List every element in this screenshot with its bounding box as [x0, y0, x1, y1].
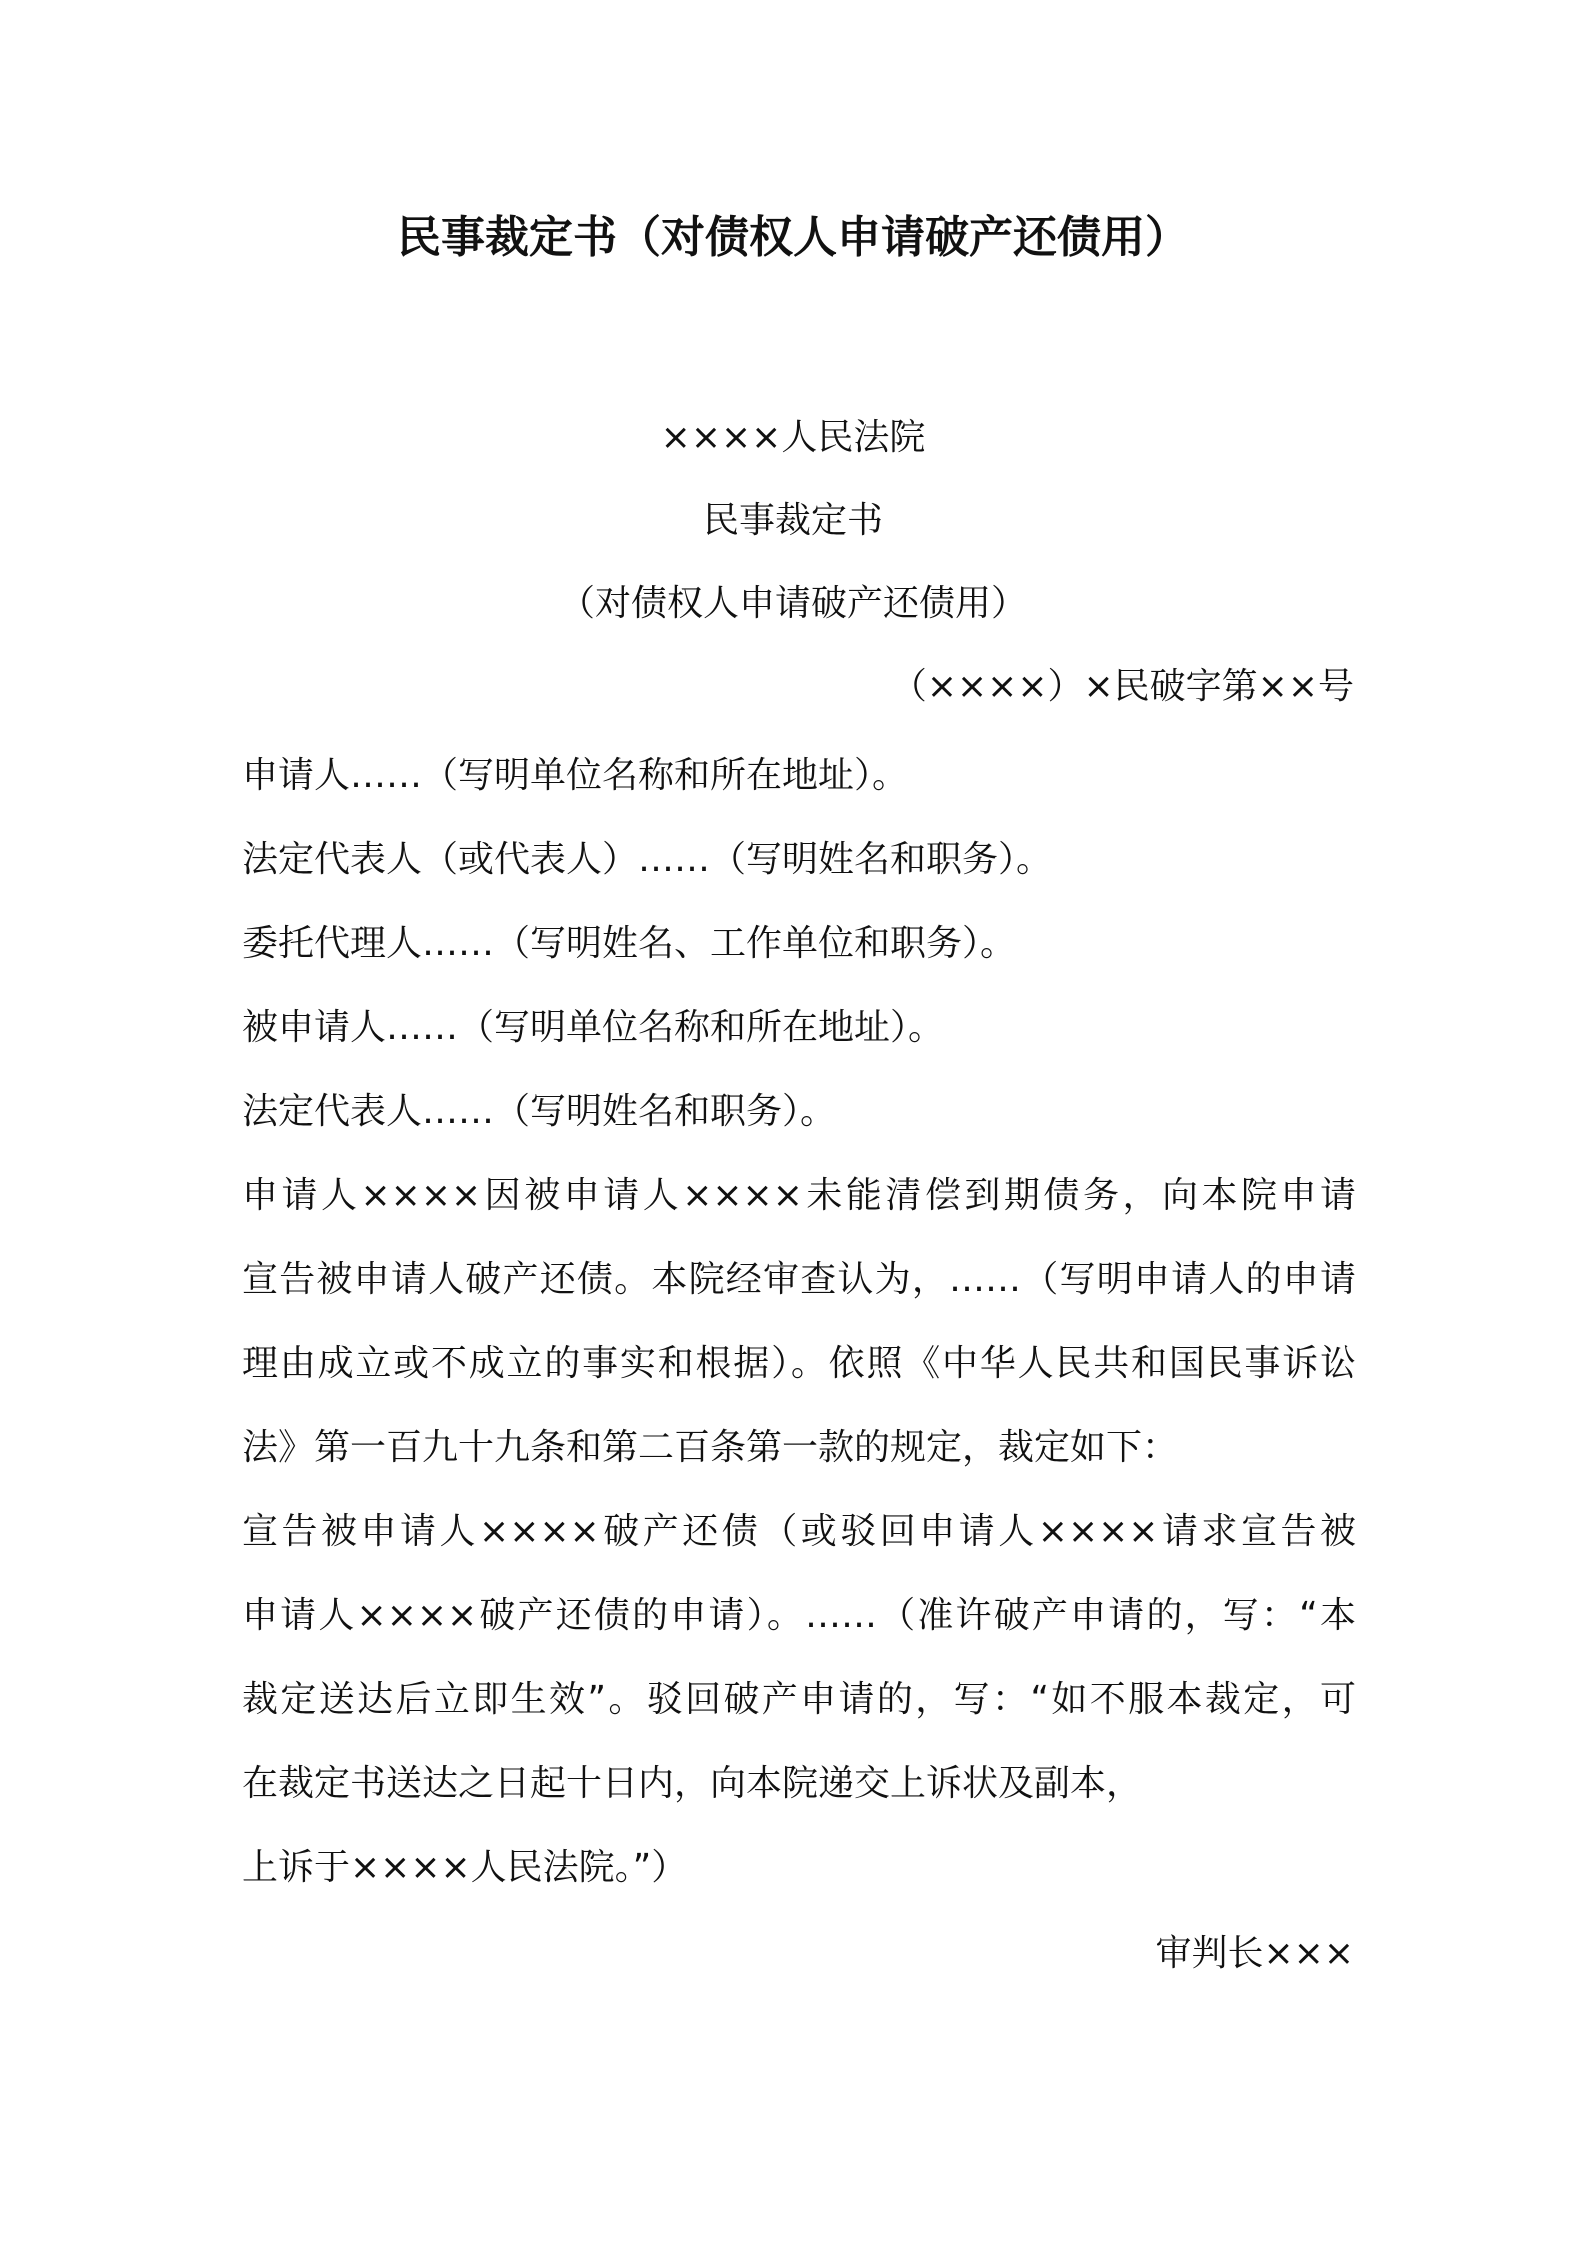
reasoning-line: 法》第一百九十九条和第二百条第一款的规定，裁定如下：: [242, 1427, 1179, 1468]
document-body: [242, 738, 1356, 1914]
party-authorized-agent: 委托代理人……（写明姓名、工作单位和职务）。: [242, 923, 1017, 964]
case-number: （××××）×民破字第××号: [890, 666, 1354, 707]
ruling-line: 宣告被申请人××××破产还债（或驳回申请人××××请求宣告被: [242, 1511, 1356, 1552]
document-title: 民事裁定书（对债权人申请破产还债用）: [397, 212, 1189, 263]
document-type: 民事裁定书: [702, 500, 883, 541]
ruling-line: 在裁定书送达之日起十日内，向本院递交上诉状及副本，: [242, 1763, 1143, 1804]
presiding-judge-signature: 审判长×××: [1155, 1933, 1354, 1974]
reasoning-line: 宣告被申请人破产还债。本院经审查认为，……（写明申请人的申请: [242, 1259, 1356, 1300]
ruling-line: 裁定送达后立即生效”。驳回破产申请的，写：“如不服本裁定，可: [242, 1679, 1356, 1720]
reasoning-line: 理由成立或不成立的事实和根据）。依照《中华人民共和国民事诉讼: [242, 1343, 1356, 1384]
party-respondent: 被申请人……（写明单位名称和所在地址）。: [242, 1007, 945, 1048]
party-applicant: 申请人……（写明单位名称和所在地址）。: [242, 755, 909, 796]
ruling-line: 申请人××××破产还债的申请）。……（准许破产申请的，写：“本: [242, 1595, 1356, 1636]
court-name: ××××人民法院: [660, 417, 926, 458]
party-applicant-representative: 法定代表人（或代表人）……（写明姓名和职务）。: [242, 839, 1053, 880]
party-respondent-representative: 法定代表人……（写明姓名和职务）。: [242, 1091, 837, 1132]
ruling-line: 上诉于××××人民法院。”）: [242, 1847, 688, 1888]
document-subtitle: （对债权人申请破产还债用）: [558, 583, 1027, 624]
reasoning-line: 申请人××××因被申请人××××未能清偿到期债务，向本院申请: [242, 1175, 1356, 1216]
